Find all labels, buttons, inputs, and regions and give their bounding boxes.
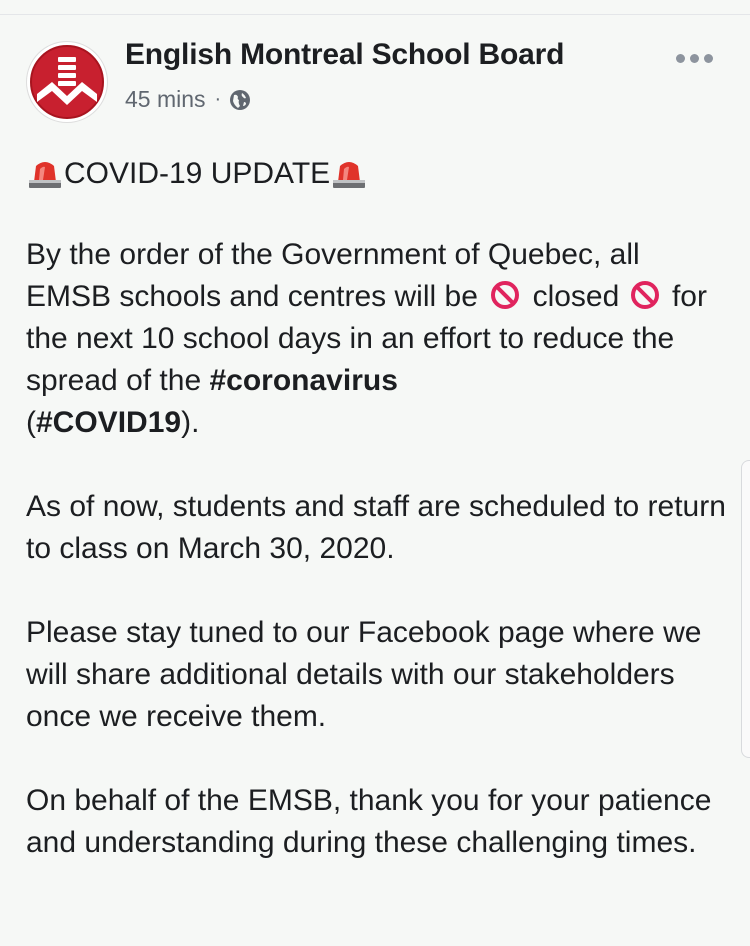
page-avatar[interactable] [27, 42, 107, 122]
post-content [26, 152, 726, 864]
closure-text-b: for the next 10 school days in an effort to reduce the spread of the [26, 280, 707, 397]
closure-end: ). [181, 406, 200, 439]
update-heading: COVID-19 UPDATE [64, 157, 331, 190]
prohibited-emoji [490, 280, 520, 310]
more-dot [704, 54, 713, 63]
open-paren: ( [26, 406, 36, 439]
post-meta [125, 86, 251, 113]
update-heading-line [26, 152, 726, 196]
meta-separator: · [214, 88, 222, 110]
scrollbar[interactable] [741, 460, 750, 758]
page-name[interactable]: English Montreal School Board [125, 38, 565, 71]
paragraph-stay-tuned: Please stay tuned to our Facebook page where we will share additional details with our stakeholders once we receive them. [26, 616, 702, 733]
globe-icon [229, 89, 251, 111]
post-header [0, 28, 750, 128]
hashtag-coronavirus[interactable]: #coronavirus [209, 364, 398, 397]
closure-text-a: By the order of the Government of Quebec, all EMSB schools and centres will be [26, 238, 640, 313]
prohibited-emoji [630, 280, 660, 310]
more-dot [676, 54, 685, 63]
more-options-icon[interactable] [676, 48, 718, 68]
police-car-light-emoji [26, 158, 64, 190]
emsb-logo [27, 42, 107, 122]
closed-word: closed [532, 280, 620, 313]
paragraph-closure [26, 234, 726, 444]
more-dot [690, 54, 699, 63]
post-timestamp[interactable]: 45 mins [125, 86, 206, 112]
paragraph-thanks: On behalf of the EMSB, thank you for your patience and understanding during these challenging times. [26, 784, 712, 859]
paragraph-return: As of now, students and staff are scheduled to return to class on March 30, 2020. [26, 490, 726, 565]
top-divider [0, 14, 750, 15]
hashtag-covid19[interactable]: #COVID19 [36, 406, 182, 439]
police-car-light-emoji [330, 158, 368, 190]
